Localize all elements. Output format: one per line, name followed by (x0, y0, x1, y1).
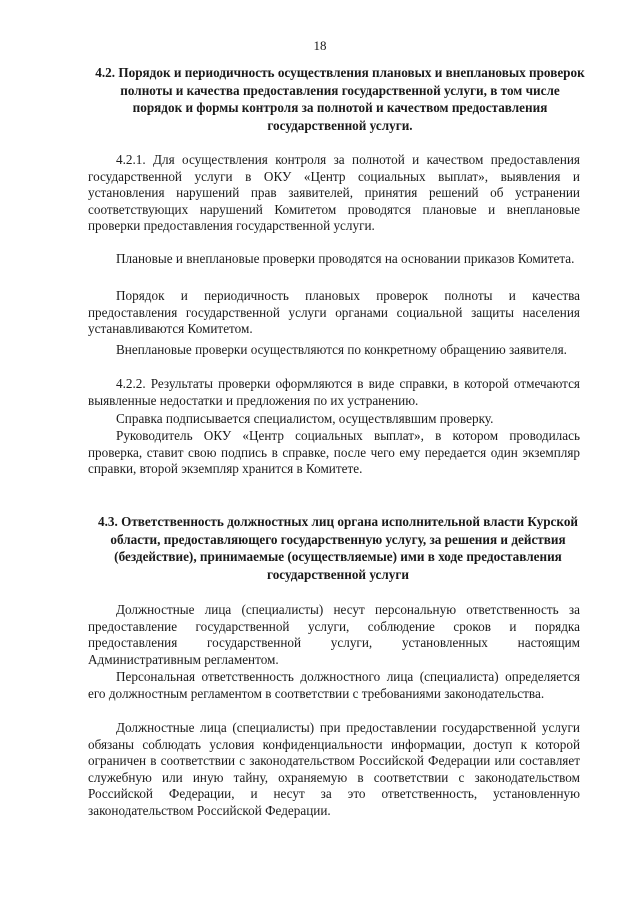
section-4-2-paragraph: Справка подписывается специалистом, осуществлявшим проверку. (116, 411, 494, 426)
section-4-2-paragraph: Внеплановые проверки осуществляются по конкретному обращению заявителя. (116, 342, 567, 357)
section-4-2-paragraph: Руководитель ОКУ «Центр социальных выплат», в котором проводилась проверка, ставит свою подпись в справке, после чего ему передается один экземпляр справки, второй экземпляр хранится в Комитете. (88, 428, 580, 477)
section-4-3-title: 4.3. Ответственность должностных лиц органа исполнительной власти Курской области, предоставляющего государственную услугу, за решения и действия (бездействие), принимаемые (осуществляемые) ими в ходе предоставления государственной услуги (97, 514, 579, 582)
section-4-2-paragraph: Плановые и внеплановые проверки проводятся на основании приказов Комитета. (116, 251, 575, 266)
section-4-3-paragraph: Должностные лица (специалисты) несут персональную ответственность за предоставление государственной услуги, соблюдение сроков и порядка предоставления государственной услуги, установленных настоящим Административным регламентом. (88, 602, 580, 667)
section-4-3-paragraph: Должностные лица (специалисты) при предоставлении государственной услуги обязаны соблюдать условия конфиденциальности информации, доступ к которой ограничен в соответствии с законодательством Российской Федерации или составляет служебную или иную тайну, охраняемую в соответствии с законодательством Российской Федерации, и несут за это ответственность, установленную законодательством Российской Федерации. (88, 720, 580, 818)
section-4-2-paragraph: 4.2.2. Результаты проверки оформляются в виде справки, в которой отмечаются выявленные недостатки и предложения по их устранению. (88, 376, 580, 408)
section-4-2-title: 4.2. Порядок и периодичность осуществления плановых и внеплановых проверок полноты и качества предоставления государственной услуги, в том числе порядок и формы контроля за полнотой и качеством предоставления государственной услуги. (95, 65, 585, 133)
section-4-2-paragraph: Порядок и периодичность плановых проверок полноты и качества предоставления государственной услуги органами социальной защиты населения устанавливаются Комитетом. (88, 288, 580, 337)
section-4-2-paragraph: 4.2.1. Для осуществления контроля за полнотой и качеством предоставления государственной услуги в ОКУ «Центр социальных выплат», выявления и установления нарушений прав заявителей, принятия решений об устранении соответствующих нарушений Комитетом проводятся плановые и внеплановые проверки предоставления государственной услуги. (88, 152, 580, 234)
section-4-3-paragraph: Персональная ответственность должностного лица (специалиста) определяется его должностным регламентом в соответствии с требованиями законодательства. (88, 669, 580, 701)
page-number: 18 (313, 38, 327, 53)
